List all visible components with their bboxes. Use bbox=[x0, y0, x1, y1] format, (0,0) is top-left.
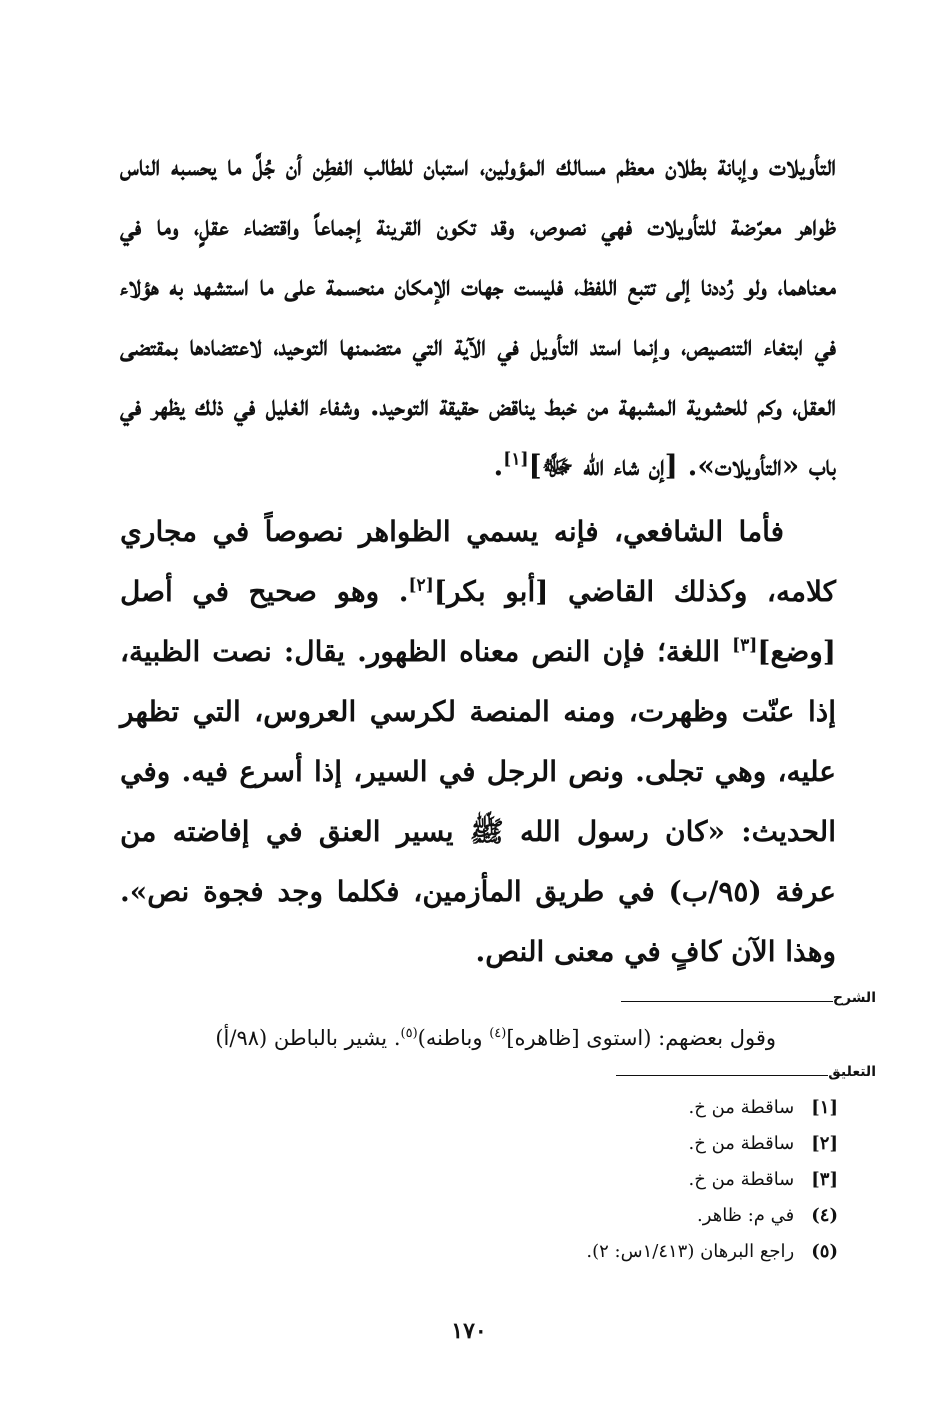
footnote-number: [٢] bbox=[811, 1133, 838, 1154]
paragraph-2-text-c: اللغة؛ فإن النص معناه الظهور. يقال: نصت الظبية، إذا عنّت وظهرت، ومنه المنصة لكرسي العروس، التي تظهر عليه، وهي تجلى. ونص الرجل في السير، إذا أسرع فيه. وفي الحديث: «كان رسول الله ﷺ يسير العنق في إفاضته من عرفة (٩٥/ب) في طريق المأزمين، فكلما وجد فجوة نص». وهذا الآن كافٍ في معنى النص. bbox=[120, 635, 836, 968]
footnote-ref-5: (٥) bbox=[400, 1026, 418, 1041]
paragraph-1-text: التأويلات وإبانة بطلان معظم مسالك المؤولين، استبان للطالب الفطِن أن جُلَّ ما يحسبه الناس ظواهر معرّضة للتأويلات فهي نصوص، وقد تكون القرينة إجماعاً واقتضاء عقلٍ، وما في معناهما، ولو رُددنا إلى تتبع اللفظ، فليست جهات الإمكان منحسمة على ما استشهد به هؤلاء في ابتغاء التنصيص، وإنما استد التأويل في الآية التي متضمنها التوحيد، لاعتضادها بمقتضى العقل، وكم للحشوية المشبهة من خبط يناقض حقيقة التوحيد. وشفاء الغليل في ذلك يظهر في باب «التأويلات». [إن شاء الله ﷻ] bbox=[120, 149, 836, 482]
footnote-item bbox=[586, 1198, 838, 1234]
sharh-text-c: . يشير بالباطن (٩٨/أ) bbox=[215, 1026, 401, 1050]
sharh-heading bbox=[621, 990, 876, 1006]
sharh-text-a: وقول بعضهم: (استوى [ظاهره] bbox=[506, 1026, 776, 1050]
taliq-rule bbox=[616, 1075, 828, 1076]
footnote-text: ساقطة من خ. bbox=[688, 1169, 795, 1190]
sharh-label: الشرح bbox=[832, 990, 876, 1006]
main-text bbox=[120, 136, 836, 982]
footnotes-list bbox=[586, 1090, 838, 1270]
footnote-number: (٤) bbox=[811, 1205, 838, 1226]
paragraph-2-text-b: . وهو صحيح في أصل [وضع] bbox=[120, 575, 836, 668]
footnote-ref-3: [٣] bbox=[732, 635, 758, 656]
footnote-number: [٣] bbox=[811, 1169, 838, 1190]
footnote-ref-2: [٢] bbox=[408, 575, 434, 596]
paragraph-1 bbox=[120, 136, 836, 496]
footnote-number: [١] bbox=[811, 1097, 838, 1118]
taliq-label: التعليق bbox=[828, 1064, 876, 1080]
paragraph-1-end: . bbox=[493, 449, 504, 482]
footnote-ref-4: (٤) bbox=[489, 1026, 507, 1041]
footnote-text: ساقطة من خ. bbox=[688, 1133, 795, 1154]
paragraph-2 bbox=[120, 502, 836, 982]
footnote-text: راجع البرهان (١/٤١٣س: ٢). bbox=[586, 1241, 795, 1262]
footnote-ref-1: [١] bbox=[503, 449, 529, 470]
taliq-heading bbox=[616, 1064, 876, 1080]
footnote-item bbox=[586, 1162, 838, 1198]
footnote-text: ساقطة من خ. bbox=[688, 1097, 795, 1118]
footnote-text: في م: ظاهر. bbox=[697, 1205, 795, 1226]
paragraph-2-text-a: فأما الشافعي، فإنه يسمي الظواهر نصوصاً في مجاري كلامه، وكذلك القاضي [أبو بكر] bbox=[120, 515, 836, 608]
sharh-text-b: وباطنه) bbox=[417, 1026, 490, 1050]
sharh-text bbox=[120, 1018, 776, 1058]
sharh-rule bbox=[621, 1001, 833, 1002]
footnote-number: (٥) bbox=[811, 1241, 838, 1262]
footnote-item bbox=[586, 1090, 838, 1126]
footnote-item bbox=[586, 1234, 838, 1270]
page-number: ١٧٠ bbox=[451, 1318, 487, 1344]
footnote-item bbox=[586, 1126, 838, 1162]
